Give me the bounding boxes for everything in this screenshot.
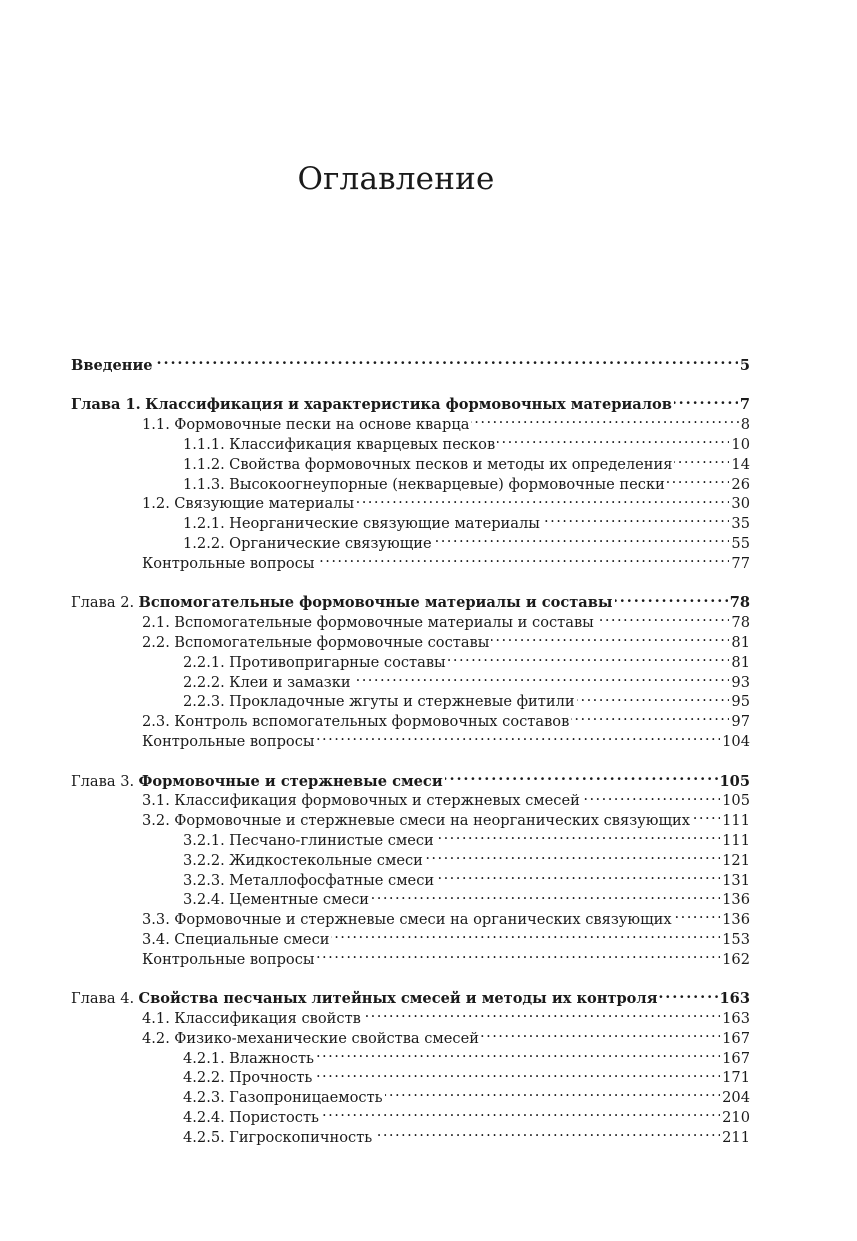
dot-leader (674, 449, 729, 469)
toc-entry-number: 1.2.1. (183, 515, 225, 533)
dot-leader (596, 607, 730, 627)
dot-leader (356, 489, 729, 509)
toc-page-number: 97 (731, 713, 750, 731)
toc-entry-number: 4.1. (142, 1010, 170, 1028)
dot-leader (425, 845, 720, 865)
toc-entry (71, 1102, 750, 1127)
toc-page-number: 136 (722, 911, 750, 929)
toc-entry-number: 3.3. (142, 911, 170, 929)
toc-entry-number: 3.4. (142, 930, 170, 948)
toc-entry-title: Классификация кварцевых песков (229, 435, 496, 453)
dot-leader (491, 627, 729, 647)
toc-entry-title: Вспомогательные формовочные материалы и составы (138, 594, 613, 612)
dot-leader (445, 766, 718, 786)
toc-page-number: 211 (722, 1128, 750, 1146)
toc-entry-title: Высокоогнеупорные (некварцевые) формовочные пески (229, 475, 665, 493)
dot-leader (692, 805, 720, 825)
toc-entry (71, 667, 750, 691)
dot-leader (471, 409, 738, 429)
toc-page-number: 55 (731, 534, 750, 552)
toc-page-number: 105 (719, 772, 750, 790)
toc-entry-number: 4.2.4. (183, 1109, 225, 1127)
dot-leader (385, 1082, 721, 1102)
toc-entry-number: Глава 2. (71, 594, 135, 612)
toc-page-number: 163 (719, 990, 750, 1008)
toc-entry-title: Формовочные и стержневые смеси на органических связующих (174, 911, 672, 929)
dot-leader (371, 885, 720, 905)
dot-leader (353, 667, 730, 687)
toc-page-number: 81 (731, 653, 750, 671)
toc-entry-title: Гигроскопичность (229, 1128, 373, 1146)
toc-entry (71, 489, 750, 513)
toc-entry-number: 2.2.1. (183, 653, 225, 671)
dot-leader (674, 904, 721, 924)
toc-entry-number: 4.2.3. (183, 1089, 225, 1107)
toc-entry (71, 1063, 750, 1087)
dot-leader (542, 508, 730, 528)
dot-leader (659, 984, 717, 1004)
toc-entry-number: Глава 3. (71, 772, 135, 790)
toc-entry-title: Свойства формовочных песков и методы их определения (229, 455, 673, 473)
toc-entry-title: Специальные смеси (174, 930, 330, 948)
toc-entry-number: 3.2.3. (183, 871, 225, 889)
toc-entry-number: 3.2.4. (183, 891, 225, 909)
dot-leader (571, 706, 729, 726)
toc-entry-title: Формовочные и стержневые смеси на неорганических связующих (174, 812, 690, 830)
toc-entry-title: Контроль вспомогательных формовочных составов (174, 713, 570, 731)
toc-entry-title: Физико-механические свойства смесей (174, 1029, 479, 1047)
toc-entry-title: Формовочные пески на основе кварца (174, 416, 470, 434)
toc-entry-title: Классификация формовочных и стержневых смесей (174, 792, 580, 810)
toc-entry-number: 1.1. (142, 416, 170, 434)
toc-page-number: 35 (731, 515, 750, 533)
toc-page-number: 204 (722, 1089, 750, 1107)
toc-entry-title: Введение (71, 356, 153, 374)
toc-entry-number: 1.2. (142, 495, 170, 513)
toc-page-number: 167 (722, 1029, 750, 1047)
toc-entry-title: Пористость (229, 1109, 319, 1127)
toc-entry-number: 3.2.1. (183, 831, 225, 849)
toc-entry-number: 3.2. (142, 812, 170, 830)
dot-leader (436, 825, 720, 845)
toc-entry (71, 548, 750, 572)
dot-leader (155, 350, 738, 370)
dot-leader (481, 1023, 720, 1043)
toc-page-number: 93 (731, 673, 750, 691)
dot-leader (582, 786, 720, 806)
toc-page-number: 167 (722, 1049, 750, 1067)
toc-entry-number: 4.2.2. (183, 1069, 225, 1087)
toc-chapter-entry (71, 350, 750, 374)
toc-page-number: 77 (731, 554, 750, 572)
toc-entry-number: 3.2.2. (183, 851, 225, 869)
toc-entry-title: Песчано-глинистые смеси (229, 831, 434, 849)
toc-chapter-entry (71, 588, 750, 612)
toc-page-number: 131 (722, 871, 750, 889)
toc-entry-number: 2.2.2. (183, 673, 225, 691)
dot-leader (615, 588, 728, 608)
toc-page-number: 95 (731, 693, 750, 711)
toc-entry-title: Свойства песчаных литейных смесей и методы их контроля (138, 990, 658, 1008)
toc-entry-title: Влажность (229, 1049, 314, 1067)
toc-entry (71, 904, 750, 929)
dot-leader (317, 726, 721, 746)
toc-entry-number: 2.2. (142, 633, 170, 651)
toc-entry-title: Вспомогательные формовочные материалы и составы (174, 614, 594, 632)
dot-leader (316, 1043, 720, 1063)
dot-leader (436, 865, 720, 885)
toc-entry-title: Связующие материалы (174, 495, 355, 513)
toc-entry-number: 1.1.1. (183, 435, 225, 453)
toc-page-number: 5 (739, 356, 750, 374)
toc-page-number: 171 (722, 1069, 750, 1087)
toc-entry-title: Жидкостекольные смеси (229, 851, 423, 869)
dot-leader (674, 390, 738, 410)
toc-entry-number: 3.1. (142, 792, 170, 810)
toc-page-number: 78 (731, 614, 750, 632)
toc-entry-number: Глава 4. (71, 990, 135, 1008)
toc-chapter-entry (71, 984, 750, 1008)
toc-page-number: 105 (722, 792, 750, 810)
toc-entry-number: 1.1.3. (183, 475, 225, 493)
toc-page-number: 30 (731, 495, 750, 513)
toc-page-number: 78 (729, 594, 750, 612)
toc-entry-number: 2.1. (142, 614, 170, 632)
dot-leader (321, 1102, 720, 1122)
toc-page-number: 81 (731, 633, 750, 651)
page-title: Оглавление (297, 160, 495, 197)
toc-page-number: 104 (722, 732, 750, 750)
toc-page-number: 8 (740, 416, 750, 434)
toc-entry-title: Классификация свойств (174, 1010, 361, 1028)
toc-entry-title: Клеи и замазки (229, 673, 351, 691)
toc-page-number: 210 (722, 1109, 750, 1127)
toc-entry-title: Цементные смеси (229, 891, 369, 909)
toc-page-number: 111 (722, 831, 750, 849)
toc-entry-title: Металлофосфатные смеси (229, 871, 435, 889)
toc-page-number: 10 (731, 435, 750, 453)
dot-leader (317, 548, 730, 568)
toc-entry-title: Прочность (229, 1069, 313, 1087)
dot-leader (434, 528, 730, 548)
toc-entry-title: Контрольные вопросы (142, 554, 315, 572)
toc-entry-title: Вспомогательные формовочные составы (174, 633, 490, 651)
toc-entry (71, 1122, 750, 1146)
dot-leader (314, 1063, 720, 1083)
toc-entry-title: Противопригарные составы (229, 653, 446, 671)
toc-page-number: 153 (722, 930, 750, 948)
toc-page-number: 26 (731, 475, 750, 493)
toc-entry-title: Органические связующие (229, 534, 432, 552)
toc-entry-number: 4.2.5. (183, 1128, 225, 1146)
toc-page-number: 121 (722, 851, 750, 869)
toc-entry-number: 1.2.2. (183, 534, 225, 552)
toc-entry-number: 2.3. (142, 713, 170, 731)
toc-page-number: 162 (722, 950, 750, 968)
toc-page-number: 111 (722, 812, 750, 830)
toc-entry-title: Контрольные вопросы (142, 950, 315, 968)
toc-page-number: 7 (739, 396, 750, 414)
dot-leader (331, 924, 720, 944)
toc-page-number: 163 (722, 1010, 750, 1028)
toc-entry-title: Неорганические связующие материалы (229, 515, 540, 533)
dot-leader (363, 1003, 720, 1023)
dot-leader (374, 1122, 720, 1142)
toc-entry (71, 885, 750, 909)
dot-leader (317, 944, 721, 964)
toc-entry-number: 4.2. (142, 1029, 170, 1047)
toc-entry-title: Контрольные вопросы (142, 732, 315, 750)
toc-entry (71, 687, 750, 711)
dot-leader (667, 469, 730, 489)
toc-entry-number: 1.1.2. (183, 455, 225, 473)
toc-chapter-entry (71, 766, 750, 790)
toc-entry-title: Классификация и характеристика формовочных материалов (145, 396, 672, 414)
toc-entry-number: 4.2.1. (183, 1049, 225, 1067)
toc-entry-number: 2.2.3. (183, 693, 225, 711)
toc-page-number: 14 (731, 455, 750, 473)
toc-entry-title: Прокладочные жгуты и стержневые фитили (229, 693, 575, 711)
toc-entry-number: Глава 1. (71, 396, 141, 414)
toc-page-number: 136 (722, 891, 750, 909)
toc-entry-title: Формовочные и стержневые смеси (138, 772, 443, 790)
toc-chapter-entry (71, 390, 750, 414)
dot-leader (577, 687, 730, 707)
table-of-contents (71, 350, 750, 1146)
toc-entry-title: Газопроницаемость (229, 1089, 383, 1107)
dot-leader (448, 647, 730, 667)
toc-entry (71, 1082, 750, 1107)
dot-leader (497, 429, 729, 449)
